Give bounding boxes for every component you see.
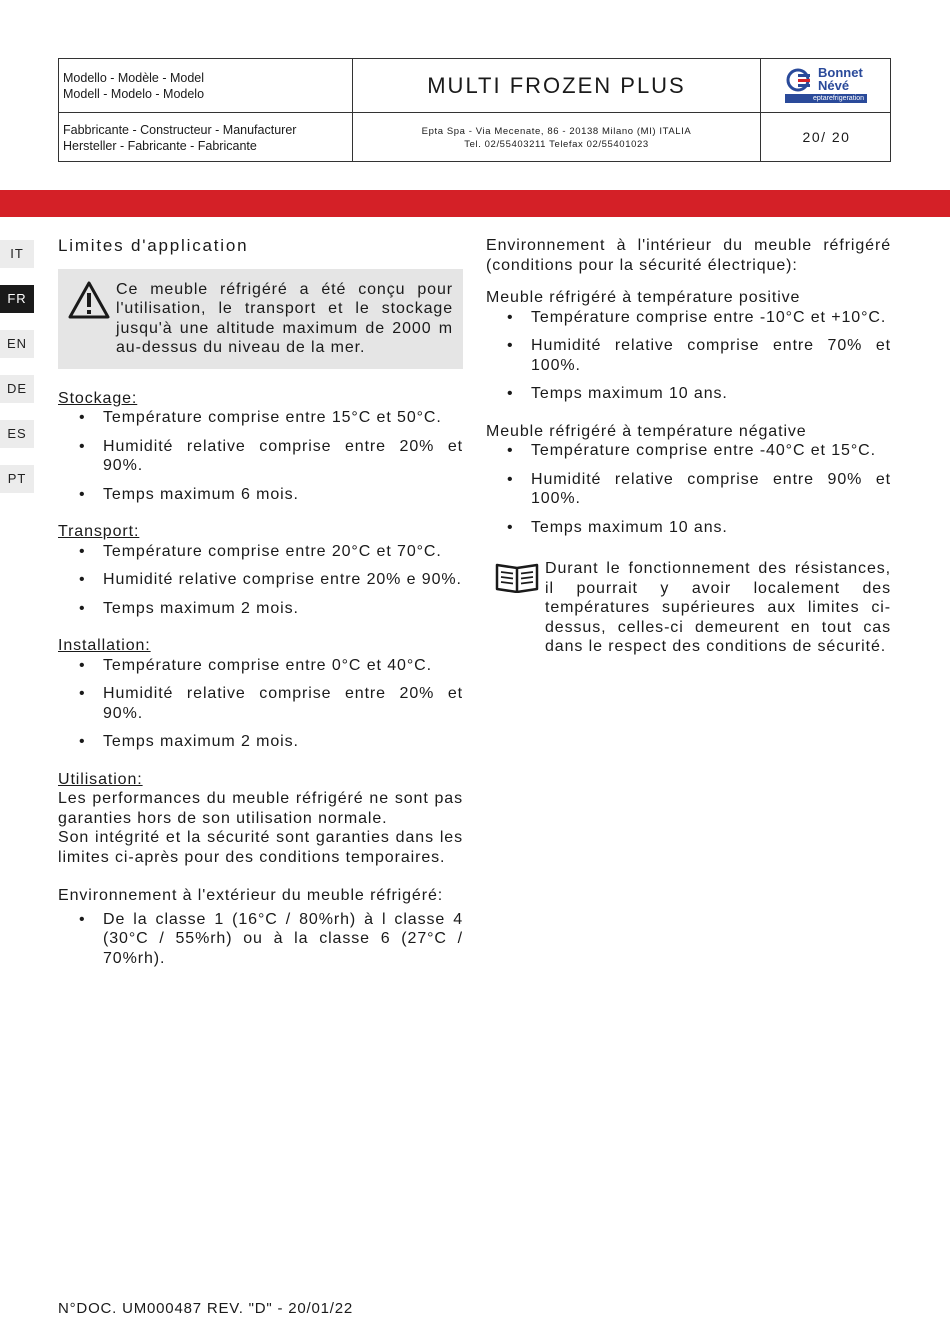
tab-fr[interactable]: FR	[0, 285, 34, 313]
note-text: Durant le fonctionnement des résistances, il pourrait y avoir localement des températures supérieures aux limites ci-dessus, celles-ci demeurent en tout cas dans le respect des conditions de sécurité.	[545, 560, 891, 655]
list-item: • Humidité relative comprise entre 20% et 90%.	[103, 437, 463, 476]
list-item: • Temps maximum 2 mois.	[103, 732, 463, 752]
list-item: • Humidité relative comprise entre 20% e 90%.	[103, 570, 463, 590]
transport-list	[58, 542, 463, 619]
list-item: • De la classe 1 (16°C / 80%rh) à l classe 4 (30°C / 55%rh) ou à la classe 6 (27°C / 70%rh).	[103, 910, 463, 969]
section-heading: Limites d'application	[58, 236, 249, 255]
logo-line-1: Bonnet	[818, 65, 863, 80]
storage-title: Stockage:	[58, 389, 138, 407]
list-item: • Humidité relative comprise entre 90% et 100%.	[531, 470, 891, 509]
manufacturer-label	[63, 122, 348, 154]
negative-temperature-title: Meuble réfrigéré à température négative	[486, 422, 807, 440]
warning-text: Ce meuble réfrigéré a été conçu pour l'utilisation, le transport et le stockage jusqu'à une altitude maximum de 2000 m au-dessus du niveau de la mer.	[116, 280, 453, 356]
list-item: • Temps maximum 6 mois.	[103, 485, 463, 505]
list-item: • Temps maximum 2 mois.	[103, 599, 463, 619]
utilisation-title: Utilisation:	[58, 770, 143, 788]
address-line-2: Tel. 02/55403211 Telefax 02/55401023	[464, 139, 649, 150]
manufacturer-label-line-1: Fabbricante - Constructeur - Manufacturer	[63, 123, 297, 137]
tab-en[interactable]: EN	[0, 330, 34, 358]
logo-euro-icon	[785, 66, 815, 96]
heater-note	[486, 559, 891, 657]
installation-list	[58, 656, 463, 752]
logo-line-2: Névé	[818, 78, 850, 93]
transport-title: Transport:	[58, 523, 140, 540]
tab-it[interactable]: IT	[0, 240, 34, 268]
logo-tagline: eptarefrigeration	[785, 94, 867, 103]
negative-temperature-list	[486, 441, 891, 537]
tab-pt[interactable]: PT	[0, 465, 34, 493]
external-environment-label: Environnement à l'extérieur du meuble réfrigéré:	[58, 887, 444, 904]
internal-environment-label: Environnement à l'intérieur du meuble réfrigéré (conditions pour la sécurité électrique):	[486, 237, 891, 274]
list-item: • Température comprise entre 0°C et 40°C.	[103, 656, 463, 676]
page-number: 20/ 20	[802, 129, 851, 145]
open-book-icon	[495, 561, 539, 593]
list-item: • Humidité relative comprise entre 70% et 100%.	[531, 336, 891, 375]
manufacturer-address	[353, 125, 760, 151]
red-band	[0, 190, 950, 217]
list-item: • Température comprise entre 15°C et 50°C.	[103, 408, 463, 428]
bonnet-neve-logo	[785, 66, 867, 103]
model-label	[63, 70, 348, 102]
warning-icon	[68, 281, 110, 319]
list-item: • Température comprise entre -10°C et +10°C.	[531, 308, 891, 328]
model-label-line-2: Modell - Modelo - Modelo	[63, 87, 205, 101]
tab-es[interactable]: ES	[0, 420, 34, 448]
positive-temperature-title: Meuble réfrigéré à température positive	[486, 289, 801, 306]
left-column	[58, 236, 463, 986]
model-label-line-1: Modello - Modèle - Model	[63, 71, 205, 85]
address-line-1: Epta Spa - Via Mecenate, 86 - 20138 Milano (MI) ITALIA	[421, 126, 692, 137]
installation-title: Installation:	[58, 637, 151, 654]
list-item: • Temps maximum 10 ans.	[531, 384, 891, 404]
document-header	[58, 58, 891, 162]
utilisation-paragraph-1: Les performances du meuble réfrigéré ne sont pas garanties hors de son utilisation normale.	[58, 790, 463, 827]
list-item: • Température comprise entre -40°C et 15°C.	[531, 441, 891, 461]
right-column	[486, 236, 891, 657]
model-title: MULTI FROZEN PLUS	[427, 73, 686, 98]
language-tabs	[0, 240, 34, 510]
altitude-warning-box	[58, 269, 463, 369]
positive-temperature-list	[486, 308, 891, 404]
external-environment-list	[58, 910, 463, 969]
list-item: • Temps maximum 10 ans.	[531, 518, 891, 538]
document-reference: N°DOC. UM000487 REV. "D" - 20/01/22	[58, 1300, 354, 1317]
manufacturer-label-line-2: Hersteller - Fabricante - Fabricante	[63, 139, 257, 153]
tab-de[interactable]: DE	[0, 375, 34, 403]
list-item: • Humidité relative comprise entre 20% et 90%.	[103, 684, 463, 723]
storage-list	[58, 408, 463, 504]
utilisation-paragraph-2: Son intégrité et la sécurité sont garanties dans les limites ci-après pour des conditions temporaires.	[58, 829, 463, 866]
list-item: • Température comprise entre 20°C et 70°C.	[103, 542, 463, 562]
